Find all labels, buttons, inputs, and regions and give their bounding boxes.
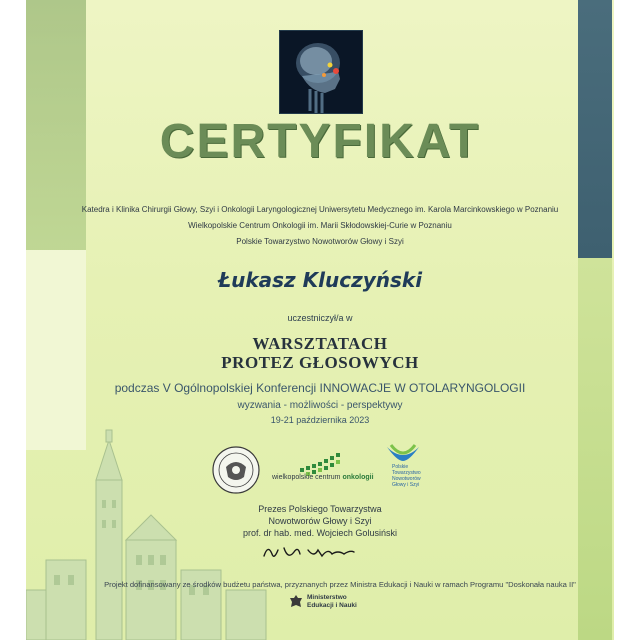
wco-logo-text bbox=[272, 474, 372, 481]
event-description: podczas V Ogólnopolskiej Konferencji INNOWACJE W OTOLARYNGOLOGII bbox=[114, 381, 526, 395]
ministry-line-1: Ministerstwo bbox=[307, 594, 347, 601]
head-xray-image bbox=[279, 30, 363, 114]
workshop-title-line-2: PROTEZ GŁOSOWYCH bbox=[221, 353, 419, 372]
ptnsg-line-3: Nowotworów bbox=[392, 476, 421, 482]
university-seal-icon bbox=[211, 445, 261, 495]
organizer-line-1: Katedra i Klinika Chirurgii Głowy, Szyi i Onkologii Laryngologicznej Uniwersytetu Medycznego im. Karola Marcinkowskiego w Poznaniu bbox=[81, 205, 559, 214]
certificate-title: CERTYFIKAT bbox=[159, 115, 481, 168]
ministry-line-2: Edukacji i Nauki bbox=[307, 601, 357, 609]
funding-note: Projekt dofinansowany ze środków budżetu państwa, przyznanych przez Ministra Edukacji i Nauki w ramach Programu "Doskonała nauka II" bbox=[104, 580, 576, 589]
ministry-name bbox=[307, 594, 357, 609]
ptnsg-line-4: Głowy i Szyi bbox=[392, 482, 420, 488]
ministry-eagle-icon bbox=[289, 594, 303, 610]
wco-name-prefix: wielkopolskie centrum bbox=[272, 474, 341, 481]
event-subtitle: wyzwania - możliwości - perspektywy bbox=[237, 400, 403, 411]
ptnsg-line-1: Polskie bbox=[392, 464, 409, 470]
signatory-line-1: Prezes Polskiego Towarzystwa bbox=[258, 504, 382, 514]
event-dates: 19-21 października 2023 bbox=[270, 415, 370, 425]
workshop-title-line-1: WARSZTATACH bbox=[252, 334, 388, 353]
ptnsg-logo-icon bbox=[383, 443, 423, 465]
organizer-line-2: Wielkopolskie Centrum Onkologii im. Marii Skłodowskiej-Curie w Poznaniu bbox=[188, 221, 452, 230]
ptnsg-line-2: Towarzystwo bbox=[392, 470, 421, 476]
organizer-line-3: Polskie Towarzystwo Nowotworów Głowy i Szyi bbox=[236, 237, 404, 246]
signatory-line-2: Nowotworów Głowy i Szyi bbox=[268, 516, 372, 526]
recipient-name: Łukasz Kluczyński bbox=[217, 268, 423, 292]
signatory-line-3: prof. dr hab. med. Wojciech Golusiński bbox=[243, 528, 397, 538]
wco-name-suffix: onkologii bbox=[342, 474, 374, 481]
ptnsg-logo-text bbox=[392, 464, 452, 488]
participated-label: uczestniczył/a w bbox=[287, 313, 353, 323]
handwritten-signature bbox=[258, 538, 358, 564]
